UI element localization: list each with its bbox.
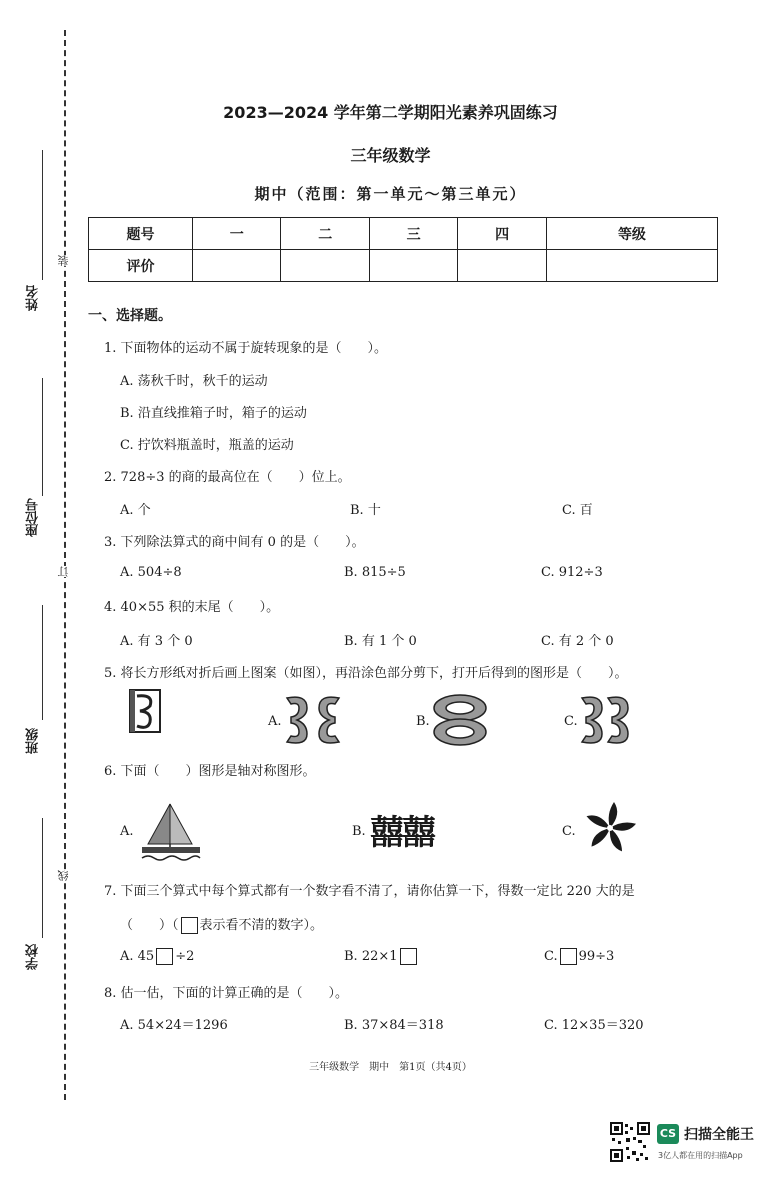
blank-box [156, 948, 173, 965]
q2-option-b: B. 十 [350, 503, 381, 518]
exam-scope: 期中（范围：第一单元～第三单元） [254, 185, 527, 203]
q8-stem: 8. 估一估，下面的计算正确的是（ ）。 [104, 986, 349, 1001]
q7-option-b [344, 948, 419, 965]
q6-option-a: A. [120, 824, 134, 839]
q3-stem: 3. 下列除法算式的商中间有 0 的是（ ）。 [104, 535, 365, 550]
score-cell: 三 [369, 218, 457, 250]
q4-option-c: C. 有 2 个 0 [541, 634, 614, 649]
blank-box [560, 948, 577, 965]
q5-option-b-figure [430, 692, 490, 748]
section-title: 一、选择题。 [88, 308, 172, 324]
folded-paper-figure [128, 688, 162, 734]
q8-option-b: B. 37×84＝318 [344, 1018, 444, 1033]
score-table-header-row [89, 218, 718, 250]
q6-option-b: B. [352, 824, 366, 839]
q7-stem-part2: 表示看不清的数字）。 [199, 918, 324, 933]
name-write-line [42, 150, 43, 280]
blank-box [181, 917, 198, 934]
binding-mark-ding: 订 [57, 566, 70, 577]
q2-option-c: C. 百 [562, 503, 593, 518]
score-table [88, 217, 718, 282]
q5-option-c: C. [564, 714, 578, 729]
binding-mark-xian: 线 [57, 870, 70, 881]
score-table-eval-row [89, 250, 718, 282]
score-cell: 题号 [89, 218, 193, 250]
q5-stem: 5. 将长方形纸对折后画上图案（如图），再沿涂色部分剪下，打开后得到的图形是（ ）。 [104, 666, 628, 681]
score-entry-cell[interactable] [546, 250, 717, 282]
scanner-app-name: 扫描全能王 [684, 1127, 754, 1143]
page-subtitle: 三年级数学 [350, 146, 431, 165]
page-footer: 三年级数学 期中 第1页（共4页） [309, 1062, 472, 1073]
q1-option-b: B. 沿直线推箱子时，箱子的运动 [120, 406, 307, 421]
q5-option-a-figure [283, 692, 343, 748]
q5-option-c-figure [578, 692, 638, 748]
qr-code-icon [610, 1122, 650, 1162]
score-cell: 等级 [546, 218, 717, 250]
q7-option-c [544, 948, 614, 965]
page-title: 2023—2024 学年第二学期阳光素养巩固练习 [223, 103, 558, 122]
score-entry-cell[interactable] [193, 250, 281, 282]
q4-option-b: B. 有 1 个 0 [344, 634, 417, 649]
seat-write-line [42, 378, 43, 496]
q3-option-c: C. 912÷3 [541, 565, 603, 580]
school-label: 学校 [26, 944, 41, 970]
q8-option-a: A. 54×24＝1296 [120, 1018, 228, 1033]
q8-option-c: C. 12×35＝320 [544, 1018, 644, 1033]
q5-option-b: B. [416, 714, 430, 729]
scanner-tagline: 3亿人都在用的扫描App [658, 1151, 743, 1160]
q7-option-a-part1: A. 45 [120, 949, 155, 964]
q7-option-c-part2: 99÷3 [578, 949, 615, 964]
q2-option-a: A. 个 [120, 503, 151, 518]
q6-option-c-bauhinia-figure [582, 800, 638, 856]
q6-option-c: C. [562, 824, 576, 839]
binding-mark-zhuang: 装 [57, 255, 70, 266]
blank-box [400, 948, 417, 965]
score-entry-cell[interactable] [369, 250, 457, 282]
q2-stem: 2. 728÷3 的商的最高位在（ ）位上。 [104, 470, 351, 485]
score-cell: 一 [193, 218, 281, 250]
q1-stem: 1. 下面物体的运动不属于旋转现象的是（ ）。 [104, 341, 388, 356]
q7-stem-part1: （ ）（ [120, 918, 179, 933]
q6-option-b-double-happiness-figure: 囍囍 [370, 813, 434, 853]
q1-option-a: A. 荡秋千时，秋千的运动 [120, 374, 268, 389]
seat-label: 座位号 [26, 498, 41, 537]
score-entry-cell[interactable] [458, 250, 546, 282]
q6-option-a-sailboat-figure [140, 800, 202, 862]
camscanner-logo-icon: CS [657, 1124, 679, 1144]
class-write-line [42, 605, 43, 720]
score-cell: 四 [458, 218, 546, 250]
q7-option-b-part1: B. 22×1 [344, 949, 398, 964]
q4-stem: 4. 40×55 积的末尾（ ）。 [104, 600, 280, 615]
q3-option-a: A. 504÷8 [120, 565, 182, 580]
name-label: 姓名 [26, 285, 41, 311]
q1-option-c: C. 拧饮料瓶盖时，瓶盖的运动 [120, 438, 294, 453]
q6-stem: 6. 下面（ ）图形是轴对称图形。 [104, 764, 316, 779]
q5-option-a: A. [268, 714, 282, 729]
q3-option-b: B. 815÷5 [344, 565, 406, 580]
q7-option-c-part1: C. [544, 949, 558, 964]
q7-option-a [120, 948, 194, 965]
q7-option-a-part2: ÷2 [175, 949, 195, 964]
q7-stem: 7. 下面三个算式中每个算式都有一个数字看不清了，请你估算一下，得数一定比 220 大的是 [104, 884, 635, 899]
class-label: 班级 [26, 728, 41, 754]
q7-stem-line2 [120, 914, 323, 934]
q4-option-a: A. 有 3 个 0 [120, 634, 193, 649]
score-cell: 二 [281, 218, 369, 250]
score-entry-cell[interactable] [281, 250, 369, 282]
score-cell: 评价 [89, 250, 193, 282]
school-write-line [42, 818, 43, 938]
